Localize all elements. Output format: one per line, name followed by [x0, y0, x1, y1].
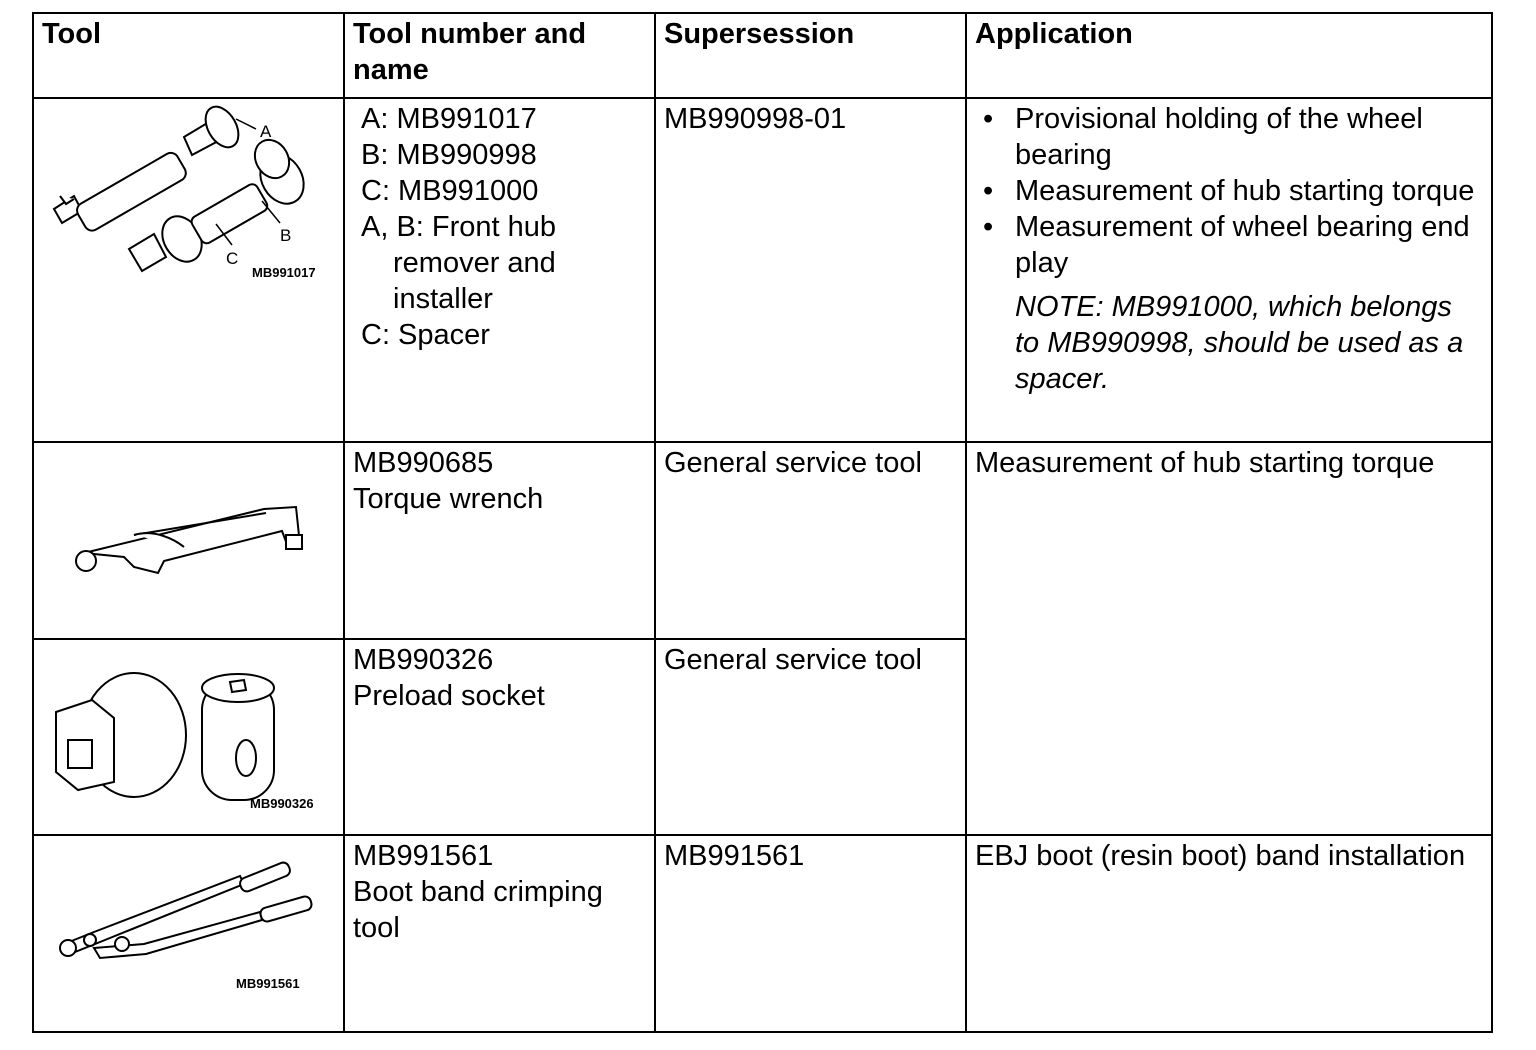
figure-code: MB991017 — [252, 265, 316, 280]
tool-number-cell — [344, 98, 655, 442]
header-supersession: Supersession — [655, 13, 966, 98]
tool-number-cell — [344, 835, 655, 1032]
tool-number-line: A: MB991017 — [361, 103, 537, 135]
tool-name: Preload socket — [353, 680, 545, 712]
header-tool: Tool — [33, 13, 344, 98]
table-row — [33, 835, 1492, 1032]
tool-number-line: installer — [393, 283, 493, 315]
preload-socket-illustration — [34, 640, 345, 836]
tool-number-cell — [344, 639, 655, 835]
figure-code: MB990326 — [250, 796, 314, 811]
tool-illustration-cell — [33, 639, 344, 835]
table-row — [33, 98, 1492, 442]
tool-number-line: B: MB990998 — [361, 139, 537, 171]
application-note: NOTE: MB991000, which belongs to MB990998, should be used as a spacer. — [1015, 291, 1464, 395]
table-row — [33, 442, 1492, 639]
tool-number-line: C: Spacer — [361, 319, 490, 351]
torque-wrench-illustration — [34, 443, 345, 640]
tool-number-line: A, B: Front hub — [361, 211, 557, 243]
figure-label-a: A — [260, 122, 272, 141]
front-hub-remover-illustration — [34, 99, 345, 443]
special-tools-table — [32, 12, 1493, 1033]
application-item: • Measurement of hub starting torque — [1015, 173, 1483, 209]
application-cell — [966, 98, 1492, 442]
figure-label-b: B — [280, 226, 292, 245]
application-item: • Measurement of wheel bearing end play — [1015, 209, 1483, 281]
application-item: • Provisional holding of the wheel bearing — [1015, 101, 1483, 173]
tool-number: MB991561 — [353, 840, 494, 872]
figure-label-c: C — [226, 249, 239, 268]
supersession-cell: General service tool — [655, 639, 966, 835]
tool-illustration-cell — [33, 835, 344, 1032]
tool-number-cell — [344, 442, 655, 639]
tool-name: Boot band crimping tool — [353, 876, 603, 944]
tool-illustration-cell — [33, 98, 344, 442]
application-list — [975, 101, 1483, 281]
tool-number: MB990326 — [353, 644, 494, 676]
application-cell: Measurement of hub starting torque — [966, 442, 1492, 835]
tool-number: MB990685 — [353, 447, 494, 479]
supersession-cell: MB990998-01 — [655, 98, 966, 442]
application-cell: EBJ boot (resin boot) band installation — [966, 835, 1492, 1032]
header-tool-number: Tool number and name — [344, 13, 655, 98]
figure-code: MB991561 — [236, 976, 300, 991]
tool-illustration-cell — [33, 442, 344, 639]
header-application: Application — [966, 13, 1492, 98]
header-row — [33, 13, 1492, 98]
supersession-cell: MB991561 — [655, 835, 966, 1032]
tool-number-line: C: MB991000 — [361, 175, 539, 207]
supersession-cell: General service tool — [655, 442, 966, 639]
tool-name: Torque wrench — [353, 483, 544, 515]
boot-band-crimping-tool-illustration — [34, 836, 345, 1033]
tool-number-line: remover and — [393, 247, 556, 279]
